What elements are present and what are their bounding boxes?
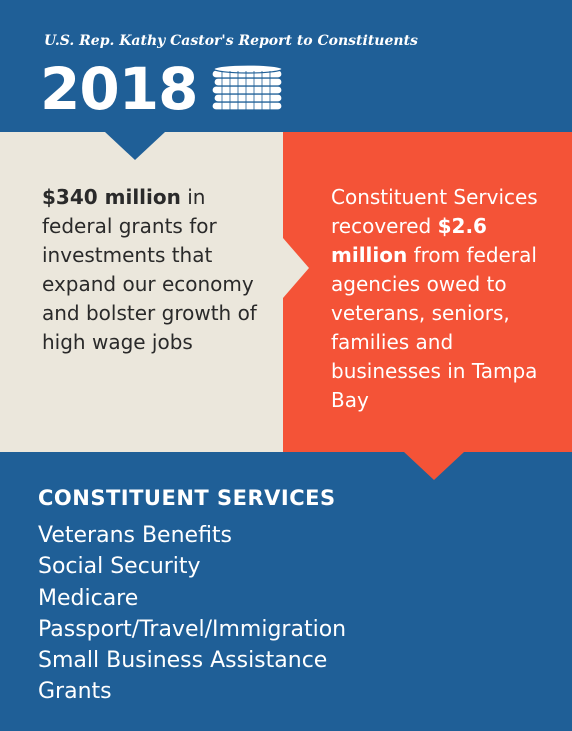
services-list [38,520,346,708]
report-year: 2018 [40,55,198,123]
recovered-amount: $2.6 million [331,214,487,267]
report-subtitle: U.S. Rep. Kathy Castor's Report to Constituents [44,33,418,49]
coin-stack-icon [210,64,286,112]
service-item-small-business: Small Business Assistance [38,648,328,674]
service-item-veterans-benefits: Veterans Benefits [38,523,233,548]
recovered-intro: Constituent Services recovered [331,185,538,238]
pointer-arrow-down [404,452,464,480]
grants-description: in federal grants for investments that expand our economy and bolster growth of high wage jobs [42,185,257,354]
pointer-notch [105,132,165,160]
recovered-description: from federal agencies owed to veterans, seniors, families and businesses in Tampa Bay [331,243,538,412]
grants-amount: $340 million [42,185,181,209]
service-item-social-security: Social Security [38,554,201,580]
services-section [38,486,346,708]
grants-text [42,183,274,357]
service-item-passport: Passport/Travel/Immigration [38,616,347,642]
recovered-text [331,183,567,415]
services-title: CONSTITUENT SERVICES [38,486,336,510]
pointer-arrow-right [283,238,309,298]
service-item-grants: Grants [38,679,112,705]
service-item-medicare: Medicare [38,585,139,611]
